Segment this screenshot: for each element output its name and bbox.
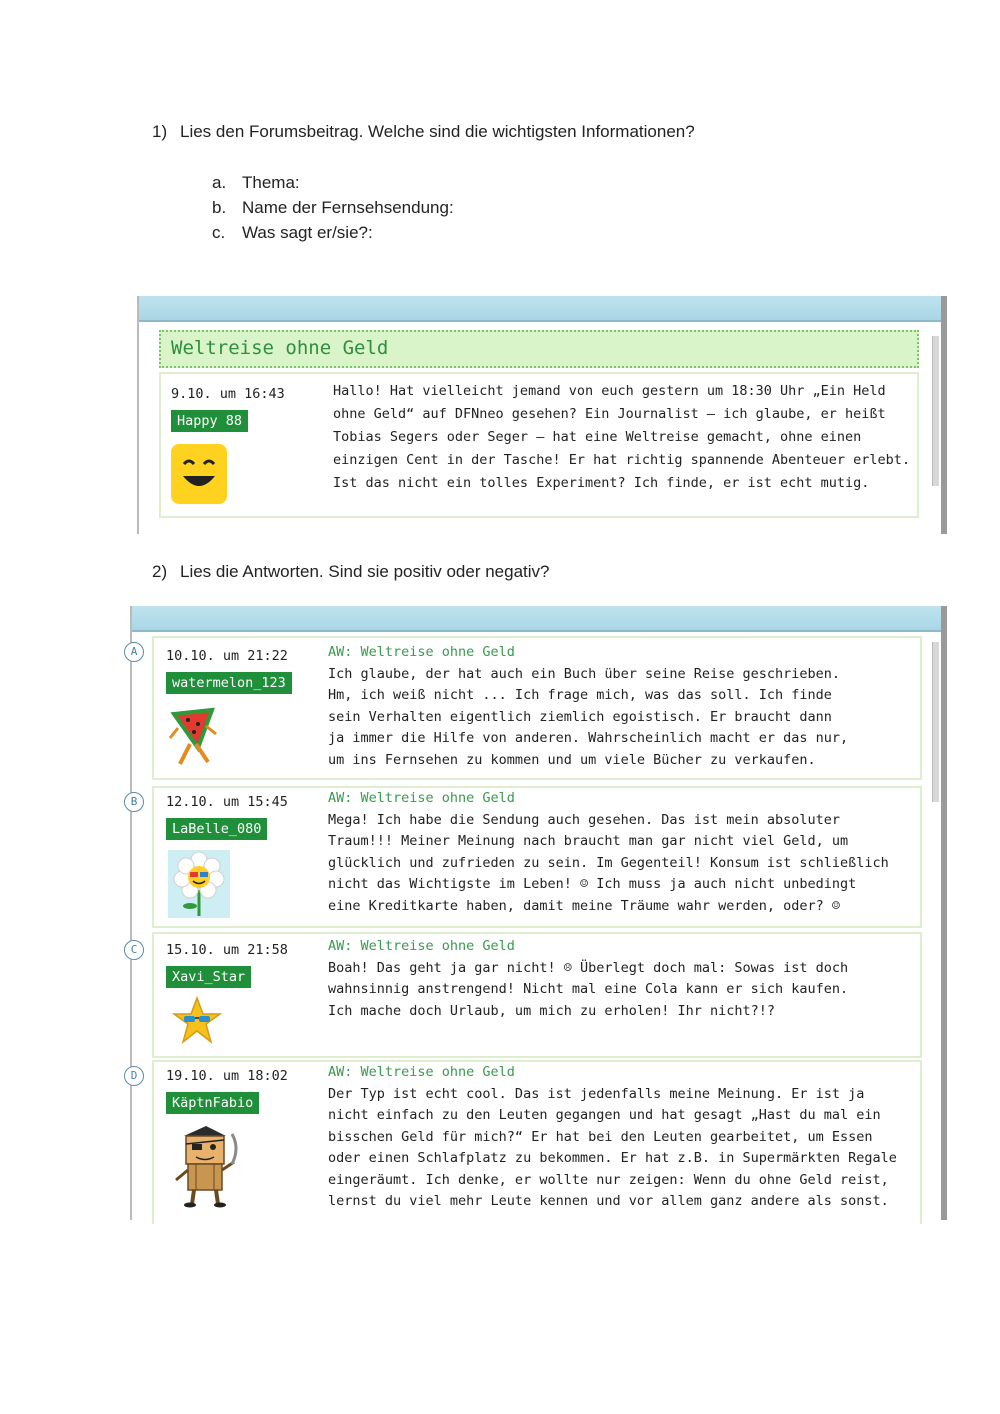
- task-1-item-a: [212, 173, 300, 193]
- message-line: wahnsinnig anstrengend! Nicht mal eine Cola kann er sich kaufen.: [328, 981, 849, 997]
- task-2-number: 2): [152, 562, 168, 581]
- reply-marker-a: A: [124, 642, 144, 662]
- message-line: oder einen Schlafplatz zu bekommen. Er hat z.B. in Supermärkten Regale: [328, 1150, 897, 1166]
- thread-title-bar: [159, 330, 919, 368]
- star-icon: [170, 996, 224, 1046]
- reply-date: 19.10. um 18:02: [166, 1068, 288, 1084]
- thread-title: Weltreise ohne Geld: [171, 337, 389, 359]
- item-letter: c.: [212, 223, 226, 242]
- message-line: Boah! Das geht ja gar nicht! ☹ Überlegt doch mal: Sowas ist doch: [328, 959, 849, 976]
- reply-username[interactable]: KäptnFabio: [166, 1092, 259, 1114]
- message-line: Ich glaube, der hat auch ein Buch über seine Reise geschrieben.: [328, 665, 841, 682]
- message-line: nicht das Wichtigste im Leben! ☺ Ich muss ja auch nicht unbedingt: [328, 876, 857, 892]
- forum-post: [159, 372, 919, 518]
- task-1-item-b: [212, 198, 454, 218]
- reply-subject: AW: Weltreise ohne Geld: [328, 938, 515, 954]
- reply-date: 10.10. um 21:22: [166, 648, 288, 664]
- reply-username[interactable]: watermelon_123: [166, 672, 292, 694]
- message-line: ja immer die Hilfe von anderen. Wahrscheinlich macht er das nur,: [328, 730, 849, 746]
- message-line: Hm, ich weiß nicht ... Ich frage mich, was das soll. Ich finde: [328, 687, 832, 703]
- watermelon-icon: [168, 704, 218, 772]
- reply-username[interactable]: Xavi_Star: [166, 966, 251, 988]
- forum-top-bar: [132, 606, 941, 632]
- message-line: Ich mache doch Urlaub, um mich zu erholen! Ihr nicht?!?: [328, 1002, 776, 1019]
- message-line: Tobias Segers oder Seger – hat eine Weltreise gemacht, ohne einen: [333, 429, 862, 445]
- pirate-icon: [166, 1124, 248, 1208]
- reply-date: 12.10. um 15:45: [166, 794, 288, 810]
- message-line: eine Kreditkarte haben, damit meine Träume wahr werden, oder? ☺: [328, 897, 841, 914]
- message-line: sein Verhalten eigentlich ziemlich egoistisch. Er braucht dann: [328, 708, 832, 725]
- scrollbar[interactable]: [932, 642, 939, 802]
- message-line: Hallo! Hat vielleicht jemand von euch gestern um 18:30 Uhr „Ein Held: [333, 383, 886, 399]
- task-2-text: Lies die Antworten. Sind sie positiv oder negativ?: [180, 562, 550, 581]
- forum-top-bar: [139, 296, 941, 322]
- message-line: lernst du viel mehr Leute kennen und vor allem ganz andere als sonst.: [328, 1193, 889, 1209]
- message-line: eingeräumt. Ich denke, er wollte nur zeigen: Wenn du ohne Geld reist,: [328, 1171, 889, 1188]
- message-line: Traum!!! Meiner Meinung nach braucht man gar nicht viel Geld, um: [328, 833, 849, 849]
- message-line: Der Typ ist echt cool. Das ist jedenfalls meine Meinung. Er ist ja: [328, 1085, 865, 1102]
- message-line: Ist das nicht ein tolles Experiment? Ich finde, er ist echt mutig.: [333, 475, 870, 491]
- reply-username[interactable]: LaBelle_080: [166, 818, 267, 840]
- reply-date: 15.10. um 21:58: [166, 942, 288, 958]
- task-1-heading: [152, 122, 695, 142]
- item-letter: a.: [212, 173, 227, 192]
- reply-post-a: [152, 636, 922, 780]
- reply-subject: AW: Weltreise ohne Geld: [328, 790, 515, 806]
- reply-marker-c: C: [124, 940, 144, 960]
- message-line: Mega! Ich habe die Sendung auch gesehen. Das ist mein absoluter: [328, 811, 841, 828]
- item-letter: b.: [212, 198, 227, 217]
- flower-icon: [168, 850, 230, 918]
- message-line: ohne Geld“ auf DFNneo gesehen? Ein Journalist – ich glaube, er heißt: [333, 406, 886, 422]
- smiley-face-icon: [171, 444, 227, 504]
- reply-post-d: [152, 1060, 922, 1224]
- task-2-heading: [152, 562, 550, 582]
- forum-window-2: [130, 606, 947, 1220]
- reply-marker-d: D: [124, 1066, 144, 1086]
- post-date: 9.10. um 16:43: [171, 386, 285, 402]
- reply-subject: AW: Weltreise ohne Geld: [328, 644, 515, 660]
- task-1-number: 1): [152, 122, 168, 141]
- reply-post-b: [152, 786, 922, 928]
- reply-message: [328, 1062, 897, 1213]
- post-username[interactable]: Happy 88: [171, 410, 248, 432]
- task-1-item-c: [212, 223, 373, 243]
- task-1-text: Lies den Forumsbeitrag. Welche sind die wichtigsten Informationen?: [180, 122, 695, 141]
- item-text: Name der Fernsehsendung:: [242, 198, 454, 217]
- message-line: einzigen Cent in der Tasche! Er hat richtig spannende Abenteuer erlebt.: [333, 452, 911, 468]
- reply-message: [328, 936, 848, 1022]
- item-text: Was sagt er/sie?:: [242, 223, 373, 242]
- message-line: glücklich und zufrieden zu sein. Im Gegenteil! Konsum ist schließlich: [328, 854, 889, 871]
- reply-marker-b: B: [124, 792, 144, 812]
- reply-message: [328, 642, 848, 771]
- scrollbar[interactable]: [932, 336, 939, 486]
- forum-window-1: [137, 296, 947, 534]
- message-line: bisschen Geld für mich?“ Er hat bei den Leuten gearbeitet, um Essen: [328, 1128, 873, 1145]
- reply-message: [328, 788, 889, 917]
- post-message: [333, 380, 910, 495]
- message-line: um ins Fernsehen zu kommen und um viele Bücher zu verkaufen.: [328, 751, 816, 768]
- message-line: nicht einfach zu den Leuten gegangen und hat gesagt „Hast du mal ein: [328, 1107, 881, 1123]
- reply-subject: AW: Weltreise ohne Geld: [328, 1064, 515, 1080]
- item-text: Thema:: [242, 173, 300, 192]
- reply-post-c: [152, 932, 922, 1058]
